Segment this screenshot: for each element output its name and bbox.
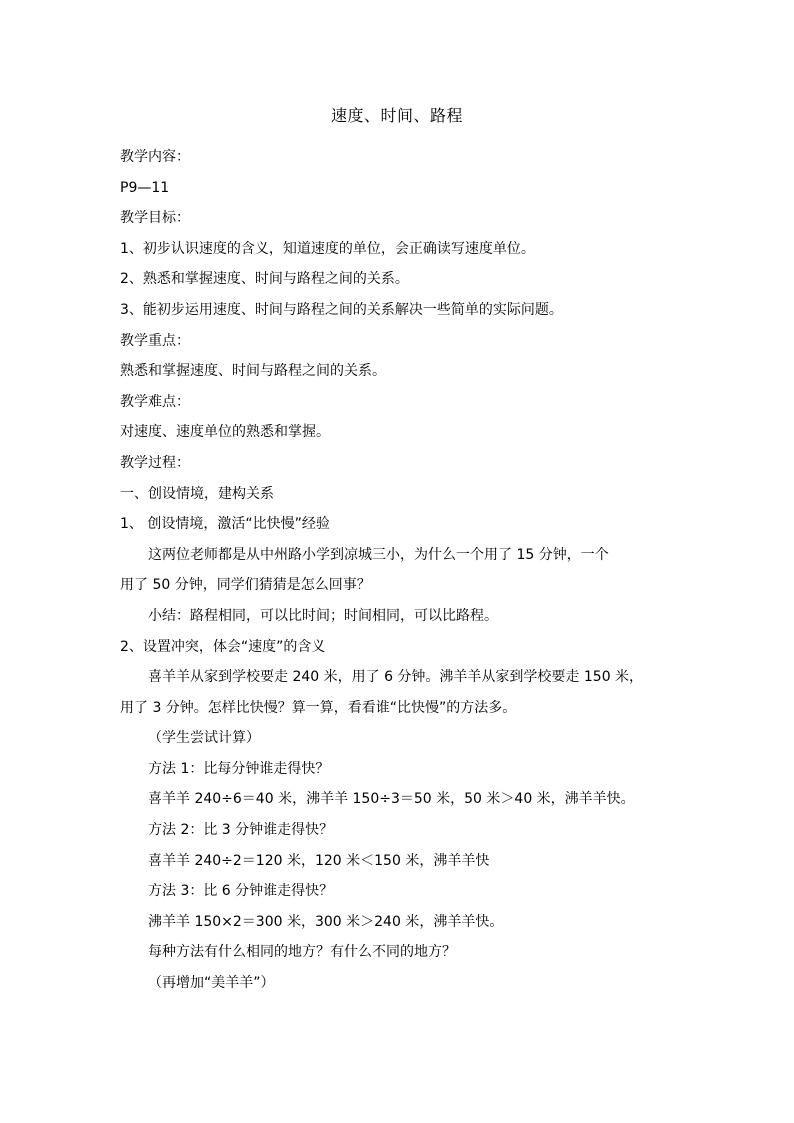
comparison-question: 每种方法有什么相同的地方？有什么不同的地方？: [148, 944, 456, 961]
page-range: P9—11: [120, 179, 170, 196]
key-point-text: 熟悉和掌握速度、时间与路程之间的关系。: [120, 363, 386, 380]
method-1-heading: 方法 1：比每分钟谁走得快？: [148, 760, 330, 777]
student-try-note: （学生尝试计算）: [148, 730, 260, 747]
goal-2: 2、熟悉和掌握速度、时间与路程之间的关系。: [120, 271, 409, 288]
subsection-2-heading: 2、设置冲突，体会“速度”的含义: [120, 638, 326, 655]
method-3-heading: 方法 3：比 6 分钟谁走得快？: [148, 883, 334, 900]
summary-text: 小结：路程相同，可以比时间；时间相同，可以比路程。: [148, 607, 498, 624]
label-key-points: 教学重点：: [120, 332, 190, 349]
method-2-calculation: 喜羊羊 240÷2＝120 米，120 米＜150 米，沸羊羊快: [148, 852, 490, 869]
method-2-heading: 方法 2：比 3 分钟谁走得快？: [148, 822, 334, 839]
subsection-1-heading: 1、 创设情境，激活“比快慢”经验: [120, 516, 330, 533]
paragraph-2-line-1: 喜羊羊从家到学校要走 240 米，用了 6 分钟。沸羊羊从家到学校要走 150 米，: [148, 669, 644, 686]
difficulty-text: 对速度、速度单位的熟悉和掌握。: [120, 424, 330, 441]
method-1-calculation: 喜羊羊 240÷6＝40 米，沸羊羊 150÷3＝50 米，50 米＞40 米，沸羊羊快。: [148, 791, 635, 808]
add-character-note: （再增加“美羊羊”）: [148, 975, 275, 992]
label-teaching-process: 教学过程：: [120, 454, 190, 471]
document-body: [120, 142, 680, 999]
goal-1: 1、初步认识速度的含义，知道速度的单位，会正确读写速度单位。: [120, 240, 535, 257]
label-teaching-content: 教学内容：: [120, 149, 190, 165]
label-difficulties: 教学难点：: [120, 393, 190, 410]
section-1-heading: 一、创设情境，建构关系: [120, 485, 274, 502]
paragraph-1-line-1: 这两位老师都是从中州路小学到凉城三小，为什么一个用了 15 分钟，一个: [148, 546, 609, 563]
method-3-calculation: 沸羊羊 150×2＝300 米，300 米＞240 米，沸羊羊快。: [148, 913, 504, 930]
document-title: 速度、时间、路程: [330, 106, 463, 125]
goal-3: 3、能初步运用速度、时间与路程之间的关系解决一些简单的实际问题。: [120, 301, 563, 318]
label-teaching-goals: 教学目标：: [120, 210, 190, 227]
paragraph-1-line-2: 用了 50 分钟，同学们猜猜是怎么回事？: [120, 577, 371, 594]
paragraph-2-line-2: 用了 3 分钟。怎样比快慢？算一算，看看谁“比快慢”的方法多。: [120, 699, 517, 716]
